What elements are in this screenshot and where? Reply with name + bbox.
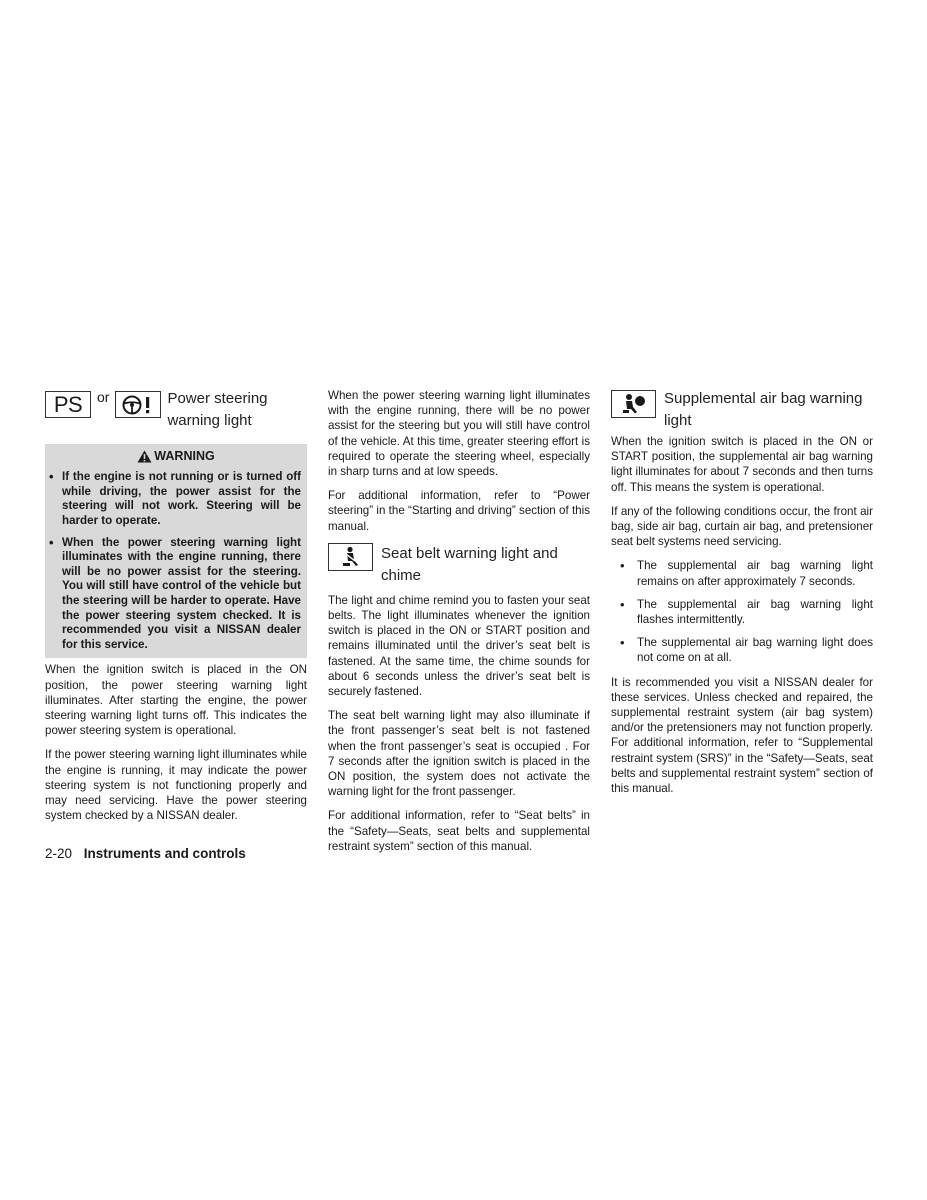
paragraph: The seat belt warning light may also illuminate if the front passenger’s seat belt is not fastened when the front passenger’s seat is occupied . For 7 seconds after the ignition switch is placed in the ON position, the system does not activate the warning light for the front passenger.: [328, 709, 590, 799]
paragraph: The light and chime remind you to fasten your seat belts. The light illuminates whenever the ignition switch is placed in the ON or START position and remains illuminated until the driver’s seat belt is fastened. At the same time, the chime sounds for about 6 seconds unless the driver’s seat belt is securely fastened.: [328, 593, 590, 699]
warning-list: [51, 470, 301, 652]
warning-item: • When the power steering warning light illuminates with the engine running, there will be no power assist for the steering. You will still have control of the vehicle but the steering will be harder to operate. Have the power steering system checked. It is recommended you visit a NISSAN dealer for this service.: [51, 536, 301, 653]
column-power-steering: [45, 388, 307, 832]
paragraph: It is recommended you visit a NISSAN dealer for these services. Unless checked and repaired, the supplemental restraint system (air bag system) and/or the pretensioners may not function properly. For additional information, refer to “Supplemental restraint system (SRS)” in the “Safety—Seats, seat belts and supplemental restraint system” section of this manual.: [611, 675, 873, 796]
paragraph: If the power steering warning light illuminates while the engine is running, it may indicate the power steering system is not functioning properly and may need servicing. Have the power steering system checked by a NISSAN dealer.: [45, 748, 307, 823]
power-steering-heading: [45, 388, 307, 432]
page-footer: [45, 846, 246, 861]
column-seat-belt: [328, 388, 590, 863]
warning-title: WARNING: [51, 449, 301, 464]
steering-wheel-warning-icon: [115, 391, 161, 418]
section-name: Instruments and controls: [83, 846, 246, 861]
warning-item: • If the engine is not running or is turned off while driving, the power assist for the steering will not work. Steering will be harder to operate.: [51, 470, 301, 528]
power-steering-title: Power steering warning light: [167, 390, 268, 429]
seat-belt-icon: [328, 543, 373, 571]
air-bag-icon: [611, 390, 656, 418]
paragraph: If any of the following conditions occur, the front air bag, side air bag, curtain air bag, and pretensioner seat belt systems need servicing.: [611, 504, 873, 549]
list-item: • The supplemental air bag warning light flashes intermittently.: [611, 597, 873, 627]
air-bag-heading: [611, 388, 873, 432]
ps-warning-icon: PS: [45, 391, 91, 418]
paragraph: When the ignition switch is placed in the ON position, the power steering warning light illuminates. After starting the engine, the power steering warning light turns off. This indicates the power steering system is operational.: [45, 663, 307, 738]
paragraph: For additional information, refer to “Power steering” in the “Starting and driving” section of this manual.: [328, 489, 590, 533]
page-number: 2-20: [45, 846, 73, 861]
seat-belt-title: Seat belt warning light and chime: [381, 544, 558, 584]
column-air-bag: [611, 388, 873, 805]
list-item: • The supplemental air bag warning light does not come on at all.: [611, 635, 873, 665]
paragraph: When the power steering warning light illuminates with the engine running, there will be no power assist for the steering but you will still have control of the vehicle. At this time, greater steering effort is required to operate the steering wheel, especially in sharp turns and at low speeds.: [328, 389, 590, 479]
air-bag-conditions-list: [611, 558, 873, 665]
list-item: • The supplemental air bag warning light remains on after approximately 7 seconds.: [611, 558, 873, 588]
warning-box: [45, 444, 307, 658]
seat-belt-heading: [328, 543, 590, 587]
air-bag-title: Supplemental air bag warning light: [664, 390, 863, 429]
warning-triangle-icon: [137, 450, 152, 463]
paragraph: For additional information, refer to “Seat belts” in the “Safety—Seats, seat belts and supplemental restraint system” section of this manual.: [328, 809, 590, 853]
paragraph: When the ignition switch is placed in the ON or START position, the supplemental air bag warning light illuminates for about 7 seconds and then turns off. This means the system is operational.: [611, 435, 873, 494]
or-text: or: [97, 389, 110, 405]
